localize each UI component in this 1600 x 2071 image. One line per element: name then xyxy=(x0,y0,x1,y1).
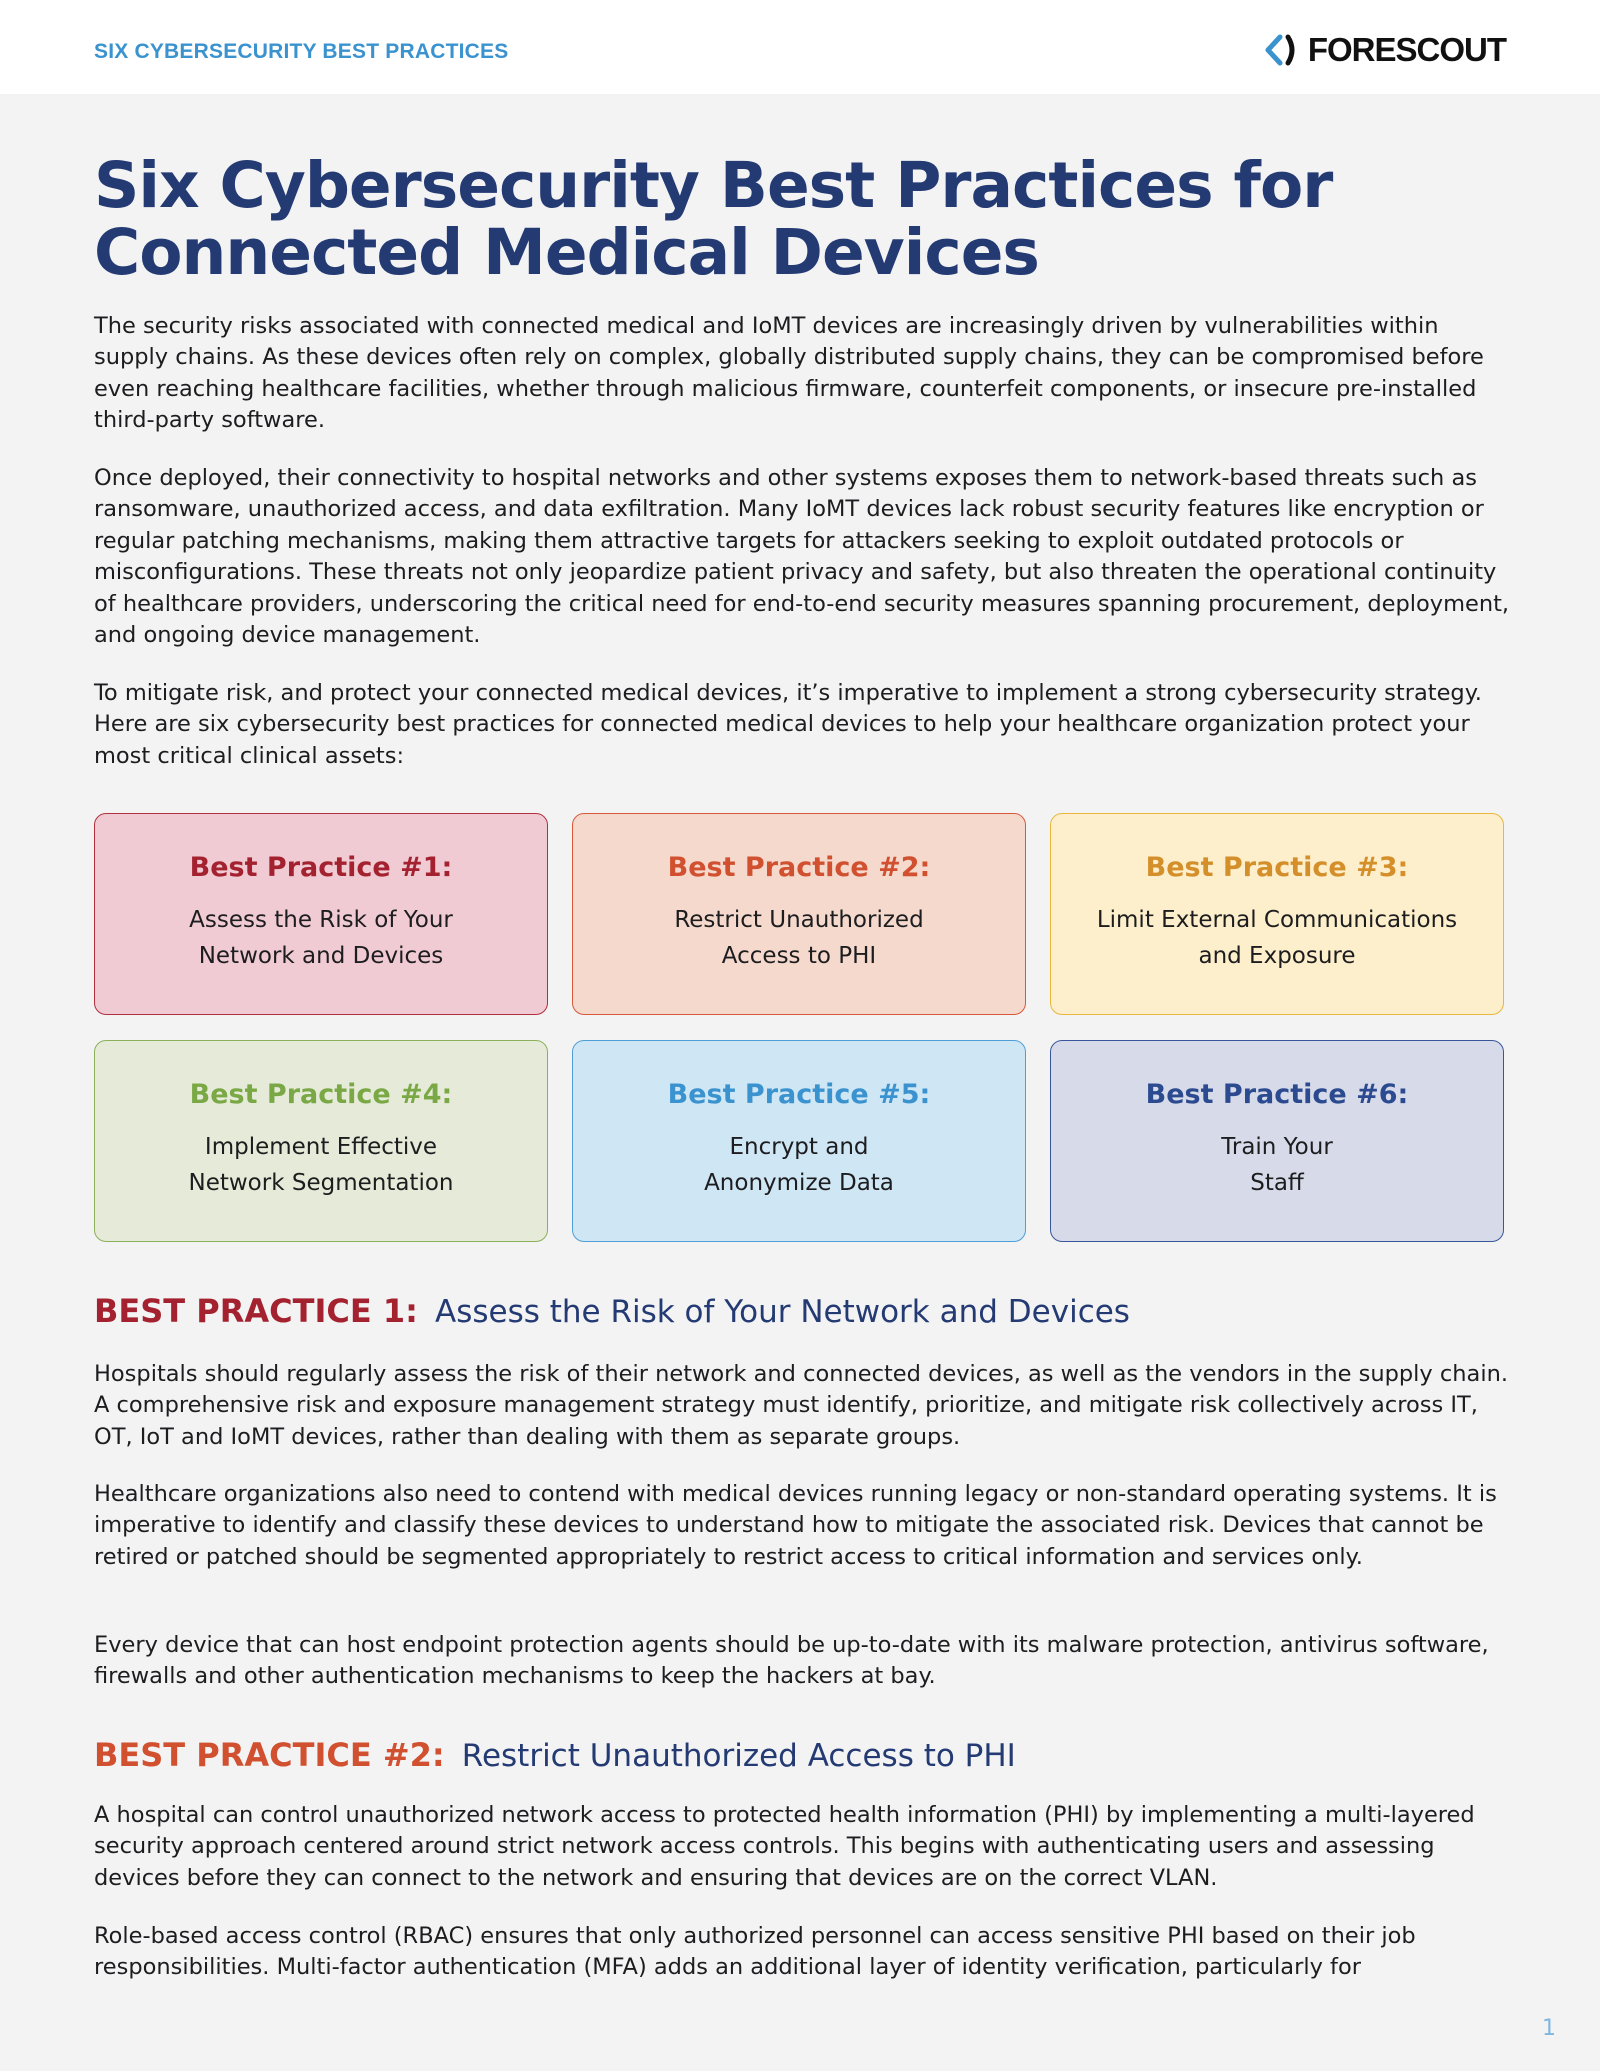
forescout-chevron-logo-icon xyxy=(1264,33,1302,67)
card-desc-line-2: Access to PHI xyxy=(721,943,877,969)
section-1-paragraph-1: Hospitals should regularly assess the risk of their network and connected devices, as well as the vendors in the supply chain. A comprehensive risk and exposure management strategy must identify, prioritize, and mitigate risk collectively across IT, OT, IoT and IoMT devices, rather than dealing with them as separate groups. xyxy=(94,1361,1508,1450)
section-1-subtitle: Assess the Risk of Your Network and Devices xyxy=(434,1294,1130,1330)
best-practice-card-2 xyxy=(572,813,1026,1015)
card-description xyxy=(1051,1129,1503,1201)
forescout-logo[interactable] xyxy=(1264,30,1506,70)
card-desc-line-2: Network Segmentation xyxy=(188,1170,454,1196)
intro-paragraph-2: Once deployed, their connectivity to hospital networks and other systems exposes them to network-based threats such as ransomware, unauthorized access, and data exfiltration. Many IoMT devices lack robust security features like encryption or regular patching mechanisms, making them attractive targets for attackers seeking to exploit outdated protocols or misconfigurations. These threats not only jeopardize patient privacy and safety, but also threaten the operational continuity of healthcare providers, underscoring the critical need for end-to-end security measures spanning procurement, deployment, and ongoing device management. xyxy=(94,465,1510,649)
best-practice-card-1 xyxy=(94,813,548,1015)
section-2-paragraph-1: A hospital can control unauthorized network access to protected health information (PHI) by implementing a multi-layered security approach centered around strict network access controls. This begins with authenticating users and assessing devices before they can connect to the network and ensuring that devices are on the correct VLAN. xyxy=(94,1802,1475,1891)
section-1-paragraph-3: Every device that can host endpoint protection agents should be up-to-date with its malware protection, antivirus software, firewalls and other authentication mechanisms to keep the hackers at bay. xyxy=(94,1632,1489,1690)
card-title: Best Practice #2: xyxy=(667,852,931,883)
section-2-paragraph-2: Role-based access control (RBAC) ensures that only authorized personnel can access sensitive PHI based on their job responsibilities. Multi-factor authentication (MFA) adds an additional layer of identity verification, particularly for xyxy=(94,1923,1416,1981)
card-description xyxy=(573,902,1025,974)
card-desc-line-1: Encrypt and xyxy=(729,1134,869,1160)
card-description xyxy=(95,1129,547,1201)
card-title: Best Practice #1: xyxy=(189,852,453,883)
card-title: Best Practice #3: xyxy=(1145,852,1409,883)
page-header xyxy=(0,0,1600,94)
section-1-label: BEST PRACTICE 1: xyxy=(94,1292,418,1330)
card-title: Best Practice #4: xyxy=(189,1079,453,1110)
best-practice-card-3 xyxy=(1050,813,1504,1015)
title-line-1: Six Cybersecurity Best Practices for xyxy=(94,149,1333,222)
best-practice-card-5 xyxy=(572,1040,1026,1242)
card-desc-line-2: Anonymize Data xyxy=(704,1170,894,1196)
logo-text: FORESCOUT xyxy=(1307,31,1506,68)
card-desc-line-1: Assess the Risk of Your xyxy=(189,907,453,933)
section-2-heading xyxy=(94,1736,1016,1774)
section-2-label: BEST PRACTICE #2: xyxy=(94,1736,445,1774)
section-1-paragraph-2: Healthcare organizations also need to contend with medical devices running legacy or non-standard operating systems. It is imperative to identify and classify these devices to understand how to mitigate the associated risk. Devices that cannot be retired or patched should be segmented appropriately to restrict access to critical information and services only. xyxy=(94,1481,1497,1570)
card-desc-line-2: Network and Devices xyxy=(198,943,444,969)
intro-paragraph-3: To mitigate risk, and protect your connected medical devices, it’s imperative to implement a strong cybersecurity strategy. Here are six cybersecurity best practices for connected medical devices to help your healthcare organization protect your most critical clinical assets: xyxy=(94,680,1482,769)
card-title: Best Practice #5: xyxy=(667,1079,931,1110)
card-description xyxy=(95,902,547,974)
section-1-heading xyxy=(94,1292,1130,1330)
page-number: 1 xyxy=(1542,2016,1556,2041)
card-desc-line-2: and Exposure xyxy=(1198,943,1356,969)
card-description xyxy=(573,1129,1025,1201)
title-line-2: Connected Medical Devices xyxy=(94,216,1039,289)
card-desc-line-1: Restrict Unauthorized xyxy=(674,907,924,933)
card-desc-line-2: Staff xyxy=(1250,1170,1304,1196)
best-practice-card-6 xyxy=(1050,1040,1504,1242)
card-desc-line-1: Train Your xyxy=(1221,1134,1333,1160)
intro-paragraph-1: The security risks associated with connected medical and IoMT devices are increasingly driven by vulnerabilities within supply chains. As these devices often rely on complex, globally distributed supply chains, they can be compromised before even reaching healthcare facilities, whether through malicious firmware, counterfeit components, or insecure pre-installed third-party software. xyxy=(94,313,1484,434)
card-description xyxy=(1051,902,1503,974)
card-desc-line-1: Implement Effective xyxy=(204,1134,438,1160)
section-2-subtitle: Restrict Unauthorized Access to PHI xyxy=(461,1738,1016,1774)
card-desc-line-1: Limit External Communications xyxy=(1096,907,1458,933)
header-eyebrow: SIX CYBERSECURITY BEST PRACTICES xyxy=(94,40,509,63)
card-title: Best Practice #6: xyxy=(1145,1079,1409,1110)
page-title xyxy=(94,149,1514,289)
best-practice-card-4 xyxy=(94,1040,548,1242)
